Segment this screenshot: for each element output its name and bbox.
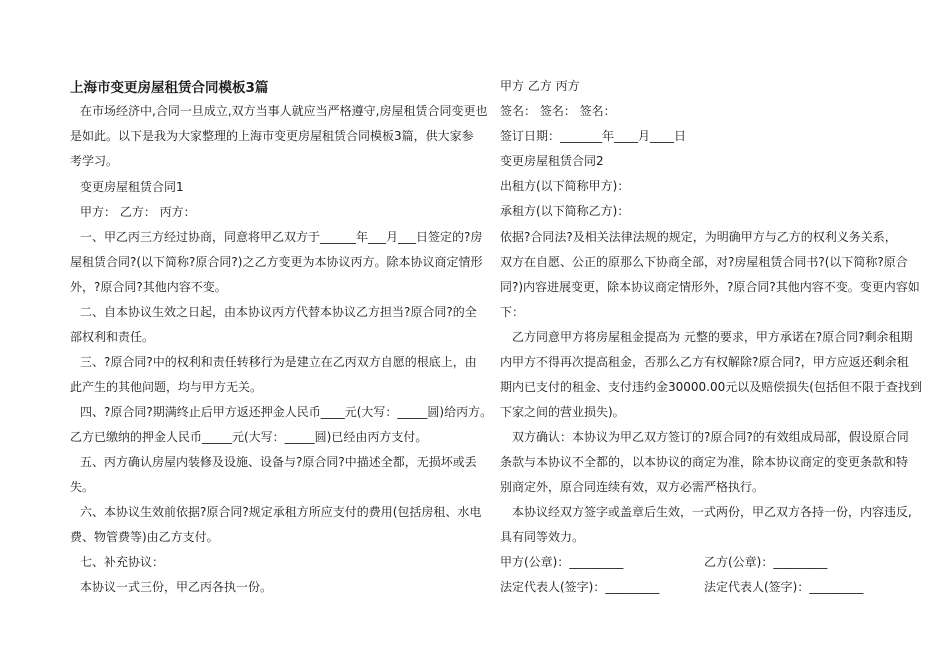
paragraph-line: 乙方已缴纳的押金人民币_____元(大写：_____圆)已经由丙方支付。: [70, 430, 428, 444]
paragraph-line: 费、物管费等)由乙方支付。: [70, 530, 219, 544]
paragraph-line: 具有同等效力。: [500, 530, 585, 544]
paragraph-line: 三、?原合同?中的权利和责任转移行为是建立在乙丙双方自愿的根底上，由: [80, 355, 477, 369]
paragraph-line: 期内已支付的租金、支付违约金30000.00元以及赔偿损失(包括但不限于查找到: [500, 380, 922, 394]
party-a-seal-field: 甲方(公章)：_________: [500, 555, 624, 569]
paragraph-line: 屋租赁合同?(以下简称?原合同?)之乙方变更为本协议丙方。除本协议商定情形: [70, 255, 483, 269]
paragraph-line: 依据?合同法?及相关法律法规的规定，为明确甲方与乙方的权利义务关系，: [500, 230, 897, 244]
party-b-representative-field: 法定代表人(签字)：_________: [704, 580, 864, 594]
paragraph-line: 此产生的其他问题，均与甲方无关。: [70, 380, 263, 394]
paragraph-line: 失。: [70, 480, 95, 494]
paragraph-line: 部权利和责任。: [70, 330, 155, 344]
signature-label-line: 签名： 签名： 签名：: [500, 104, 616, 118]
section-heading: 变更房屋租赁合同2: [500, 154, 604, 168]
paragraph-line: 双方在自愿、公正的原那么下协商全部，对?房屋租赁合同书?(以下简称?原合: [500, 255, 908, 269]
paragraph-line: 在市场经济中,合同一旦成立,双方当事人就应当严格遵守,房屋租赁合同变更也: [80, 104, 488, 118]
paragraph-line: 六、本协议生效前依据?原合同?规定承租方所应支付的费用(包括房租、水电: [80, 505, 482, 519]
party-line: 承租方(以下简称乙方)：: [500, 204, 630, 218]
paragraph-line: 二、自本协议生效之日起，由本协议丙方代替本协议乙方担当?原合同?的全: [80, 305, 477, 319]
section-heading: 变更房屋租赁合同1: [80, 180, 184, 194]
paragraph-line: 是如此。以下是我为大家整理的上海市变更房屋租赁合同模板3篇，供大家参: [70, 129, 474, 143]
paragraph-line: 五、丙方确认房屋内装修及设施、设备与?原合同?中描述全都，无损坏或丢: [80, 455, 477, 469]
paragraph-line: 别商定外，原合同连续有效，双方必需严格执行。: [500, 480, 765, 494]
party-b-seal-field: 乙方(公章)：_________: [704, 555, 828, 569]
party-a-representative-field: 法定代表人(签字)：_________: [500, 580, 660, 594]
paragraph-line: 同?)内容进展变更，除本协议商定情形外，?原合同?其他内容不变。变更内容如: [500, 280, 920, 294]
paragraph-line: 下家之间的营业损失)。: [500, 405, 625, 419]
paragraph-line: 乙方同意甲方将房屋租金提高为 元整的要求，甲方承诺在?原合同?剩余租期: [512, 330, 913, 344]
paragraph-line: 内甲方不得再次提高租金，否那么乙方有权解除?原合同?，甲方应返还剩余租: [500, 355, 909, 369]
paragraph-line: 本协议一式三份，甲乙丙各执一份。: [80, 580, 273, 594]
paragraph-line: 一、甲乙丙三方经过协商，同意将甲乙双方于______年___月___日签定的?房: [80, 230, 483, 244]
party-line: 甲方 乙方 丙方: [500, 79, 580, 93]
document-title: 上海市变更房屋租赁合同模板3篇: [70, 80, 269, 96]
party-line: 甲方： 乙方： 丙方：: [80, 205, 196, 219]
paragraph-line: 双方确认：本协议为甲乙双方签订的?原合同?的有效组成局部，假设原合同: [512, 430, 909, 444]
paragraph-line: 本协议经双方签字或盖章后生效，一式两份，甲乙双方各持一份，内容违反,: [512, 505, 912, 519]
signing-date-line: 签订日期：_______年____月____日: [500, 129, 687, 143]
paragraph-line: 考学习。: [70, 154, 119, 168]
party-line: 出租方(以下简称甲方)：: [500, 179, 630, 193]
paragraph-line: 外，?原合同?其他内容不变。: [70, 280, 227, 294]
paragraph-line: 下：: [500, 305, 525, 319]
paragraph-line: 七、补充协议：: [80, 555, 165, 569]
paragraph-line: 条款与本协议不全都的，以本协议的商定为准，除本协议商定的变更条款和特: [500, 455, 909, 469]
paragraph-line: 四、?原合同?期满终止后甲方返还押金人民币____元(大写：_____圆)给丙方。: [80, 405, 493, 419]
